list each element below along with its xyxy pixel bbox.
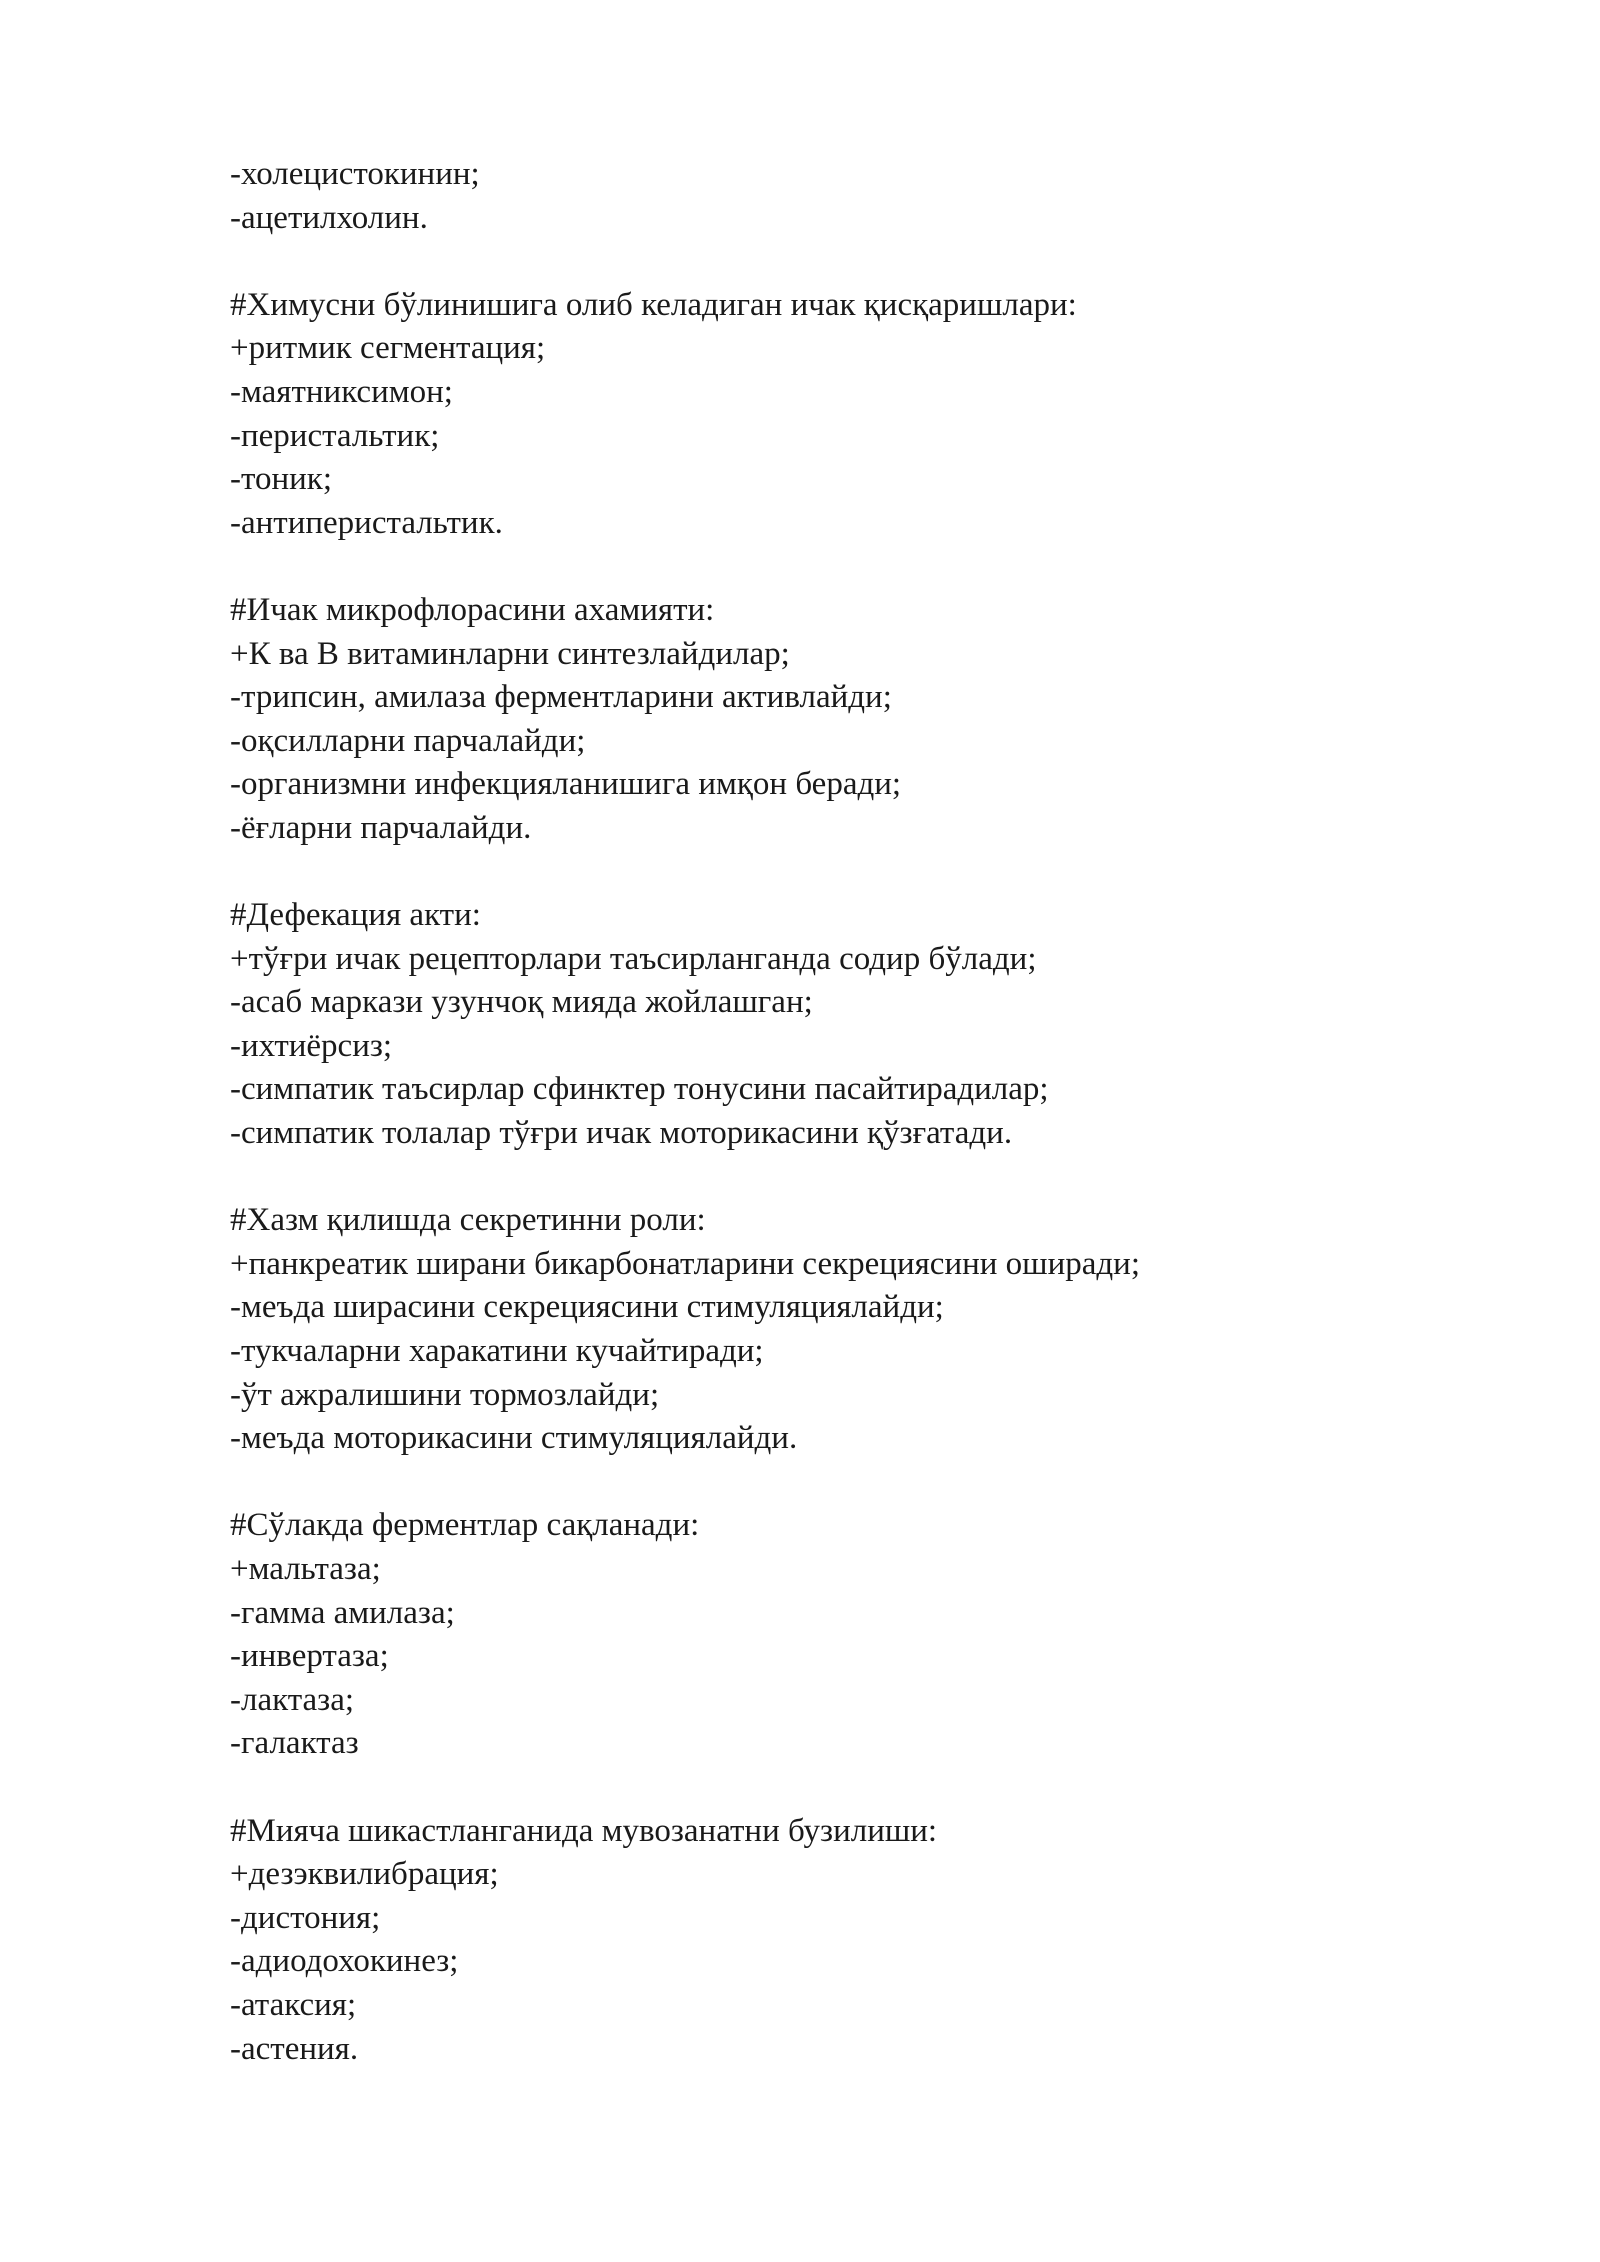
paragraph-gap bbox=[230, 1156, 1530, 1200]
question-block bbox=[230, 589, 1530, 851]
answer-option: -асаб маркази узунчоқ мияда жойлашган; bbox=[230, 984, 813, 1021]
answer-option: -холецистокинин; bbox=[230, 156, 480, 192]
intro-options bbox=[230, 153, 1530, 240]
answer-option: -ацетилхолин. bbox=[230, 199, 428, 236]
answer-option: +панкреатик ширани бикарбонатларини секрециясини оширади; bbox=[230, 1245, 1141, 1282]
answer-option: -перистальтик; bbox=[230, 417, 440, 454]
answer-option: -тоник; bbox=[230, 461, 332, 498]
paragraph-gap bbox=[230, 1766, 1530, 1810]
question-prompt: #Мияча шикастланганида мувозанатни бузилиши: bbox=[230, 1812, 938, 1849]
question-prompt: #Хазм қилишда секретинни роли: bbox=[230, 1202, 706, 1239]
answer-option: -оқсилларни парчалайди; bbox=[230, 722, 586, 759]
answer-option: -симпатик толалар тўғри ичак моторикасини қўзғатади. bbox=[230, 1115, 1013, 1152]
answer-option: -меъда ширасини секрециясини стимуляциялайди; bbox=[230, 1289, 944, 1326]
question-prompt: #Дефекация акти: bbox=[230, 897, 481, 934]
question-block bbox=[230, 894, 1530, 1156]
question-block bbox=[230, 1199, 1530, 1461]
answer-option: -инвертаза; bbox=[230, 1638, 389, 1675]
question-block bbox=[230, 1810, 1530, 2072]
answer-option: -лактаза; bbox=[230, 1681, 355, 1718]
answer-option: -дистония; bbox=[230, 1899, 381, 1936]
question-prompt: #Ичак микрофлорасини ахамияти: bbox=[230, 591, 715, 628]
answer-option: +мальтаза; bbox=[230, 1551, 381, 1587]
answer-option: -ихтиёрсиз; bbox=[230, 1027, 393, 1064]
question-block bbox=[230, 1504, 1530, 1766]
answer-option: -маятниксимон; bbox=[230, 373, 453, 410]
question-prompt: #Химусни бўлинишига олиб келадиган ичак қисқаришлари: bbox=[230, 286, 1077, 323]
paragraph-gap bbox=[230, 240, 1530, 284]
answer-option: +дезэквилибрация; bbox=[230, 1856, 499, 1893]
question-prompt: #Сўлакда ферментлар сақланади: bbox=[230, 1507, 700, 1544]
answer-option: -астения. bbox=[230, 2030, 359, 2067]
document-page bbox=[230, 153, 1530, 2071]
paragraph-gap bbox=[230, 851, 1530, 895]
question-block bbox=[230, 284, 1530, 546]
answer-option: -адиодохокинез; bbox=[230, 1943, 459, 1980]
answer-option: -антиперистальтик. bbox=[230, 504, 503, 541]
paragraph-gap bbox=[230, 1461, 1530, 1505]
answer-option: -симпатик таъсирлар сфинктер тонусини пасайтирадилар; bbox=[230, 1071, 1049, 1108]
answer-option: +К ва В витаминларни синтезлайдилар; bbox=[230, 635, 790, 672]
answer-option: -гамма амилаза; bbox=[230, 1594, 455, 1631]
answer-option: -трипсин, амилаза ферментларини активлайди; bbox=[230, 679, 892, 716]
answer-option: -ёғларни парчалайди. bbox=[230, 809, 532, 846]
answer-option: -ўт ажралишини тормозлайди; bbox=[230, 1376, 660, 1413]
answer-option: +тўғри ичак рецепторлари таъсирланганда содир бўлади; bbox=[230, 940, 1037, 977]
paragraph-gap bbox=[230, 545, 1530, 589]
answer-option: -галактаз bbox=[230, 1725, 359, 1762]
answer-option: -тукчаларни харакатини кучайтиради; bbox=[230, 1333, 764, 1370]
answer-option: -организмни инфекцияланишига имқон беради; bbox=[230, 766, 902, 803]
answer-option: -атаксия; bbox=[230, 1986, 357, 2023]
answer-option: +ритмик сегментация; bbox=[230, 330, 546, 367]
answer-option: -меъда моторикасини стимуляциялайди. bbox=[230, 1420, 798, 1457]
